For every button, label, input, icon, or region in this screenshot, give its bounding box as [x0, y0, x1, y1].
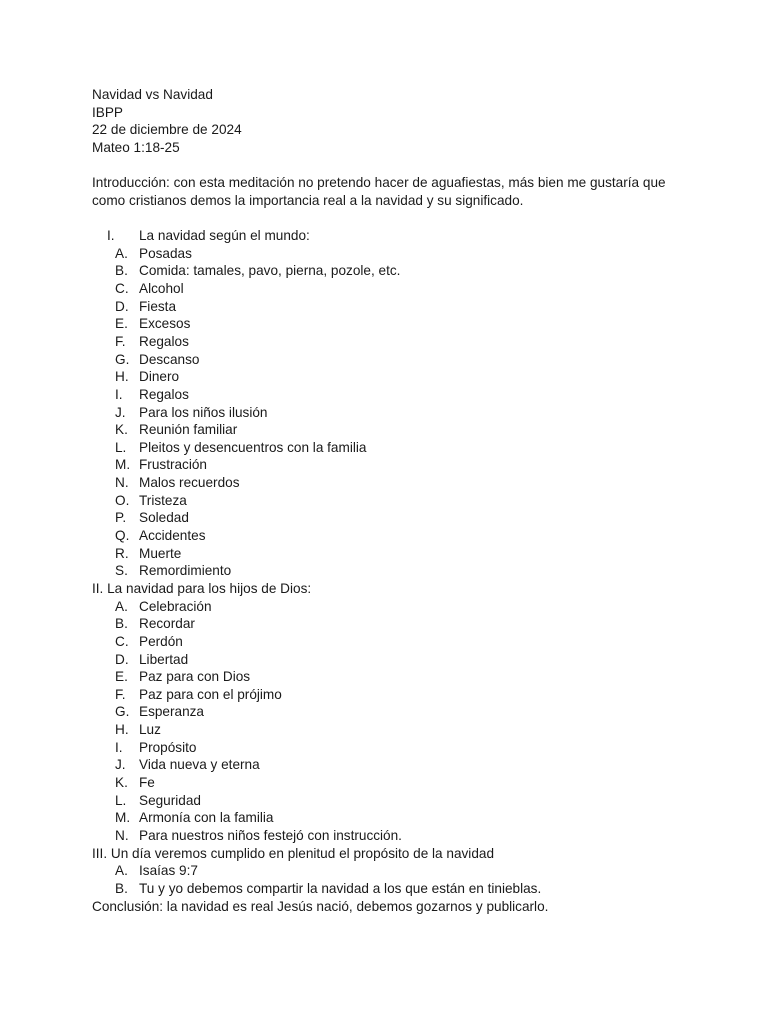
item-letter: B. [115, 263, 128, 279]
list-item [92, 509, 702, 527]
item-text: Remordimiento [139, 563, 232, 579]
item-letter: G. [115, 704, 130, 720]
list-item [92, 633, 702, 651]
item-text: Fe [139, 775, 155, 791]
item-letter: E. [115, 316, 128, 332]
list-item [92, 792, 702, 810]
list-item [92, 439, 702, 457]
item-letter: H. [115, 369, 129, 385]
list-item [92, 421, 702, 439]
conclusion-paragraph: Conclusión: la navidad es real Jesús nació, debemos gozarnos y publicarlo. [92, 898, 549, 914]
item-text: Isaías 9:7 [139, 863, 198, 879]
item-letter: J. [115, 404, 126, 420]
list-item [92, 280, 702, 298]
item-letter: A. [115, 863, 128, 879]
item-letter: P. [115, 510, 127, 526]
list-item [92, 245, 702, 263]
list-item [92, 527, 702, 545]
item-letter: B. [115, 880, 128, 896]
item-text: Para los niños ilusión [139, 404, 268, 420]
list-item [92, 827, 702, 845]
document-title: Navidad vs Navidad [92, 87, 213, 102]
item-letter: A. [115, 245, 128, 261]
item-letter: A. [115, 598, 128, 614]
introduction-paragraph: Introducción: con esta meditación no pretendo hacer de aguafiestas, más bien me gustaría que como cristianos demos la importancia real a la navidad y su significado. [92, 175, 666, 208]
item-text: Excesos [139, 316, 191, 332]
item-letter: L. [115, 439, 127, 455]
list-item [92, 774, 702, 792]
item-letter: C. [115, 633, 129, 649]
list-item [92, 562, 702, 580]
item-text: Pleitos y desencuentros con la familia [139, 439, 367, 455]
list-item [92, 651, 702, 669]
item-letter: O. [115, 492, 130, 508]
item-letter: I. [115, 739, 123, 755]
item-letter: N. [115, 475, 129, 491]
item-text: Propósito [139, 739, 197, 755]
list-item [92, 456, 702, 474]
item-text: Libertad [139, 651, 189, 667]
item-letter: D. [115, 651, 129, 667]
item-text: Dinero [139, 369, 180, 385]
list-item [92, 315, 702, 333]
item-letter: I. [115, 386, 123, 402]
item-text: Luz [139, 722, 161, 738]
item-letter: M. [115, 457, 131, 473]
item-letter: G. [115, 351, 130, 367]
item-letter: C. [115, 281, 129, 297]
item-text: Armonía con la familia [139, 810, 274, 826]
item-letter: H. [115, 722, 129, 738]
item-letter: J. [115, 757, 126, 773]
item-text: Paz para con Dios [139, 669, 251, 685]
item-text: Descanso [139, 351, 200, 367]
document-page [92, 86, 702, 915]
item-text: Frustración [139, 457, 207, 473]
item-text: Malos recuerdos [139, 475, 240, 491]
item-letter: D. [115, 298, 129, 314]
item-text: Posadas [139, 245, 192, 261]
section-1-title: La navidad según el mundo: [139, 228, 310, 244]
list-item [92, 351, 702, 369]
item-text: Tristeza [139, 492, 187, 508]
church-name: IBPP [92, 104, 123, 120]
section-1-numeral: I. [107, 228, 115, 244]
list-item [92, 862, 702, 880]
list-item [92, 739, 702, 757]
item-text: Reunión familiar [139, 422, 238, 438]
list-item [92, 545, 702, 563]
list-item [92, 333, 702, 351]
item-letter: N. [115, 827, 129, 843]
item-text: Comida: tamales, pavo, pierna, pozole, etc. [139, 263, 401, 279]
item-text: Celebración [139, 598, 212, 614]
item-letter: F. [115, 334, 126, 349]
section-1-list [92, 245, 702, 580]
list-item [92, 721, 702, 739]
item-text: Vida nueva y eterna [139, 757, 260, 773]
section-3-list [92, 862, 702, 897]
item-text: Regalos [139, 334, 189, 349]
list-item [92, 668, 702, 686]
item-text: Tu y yo debemos compartir la navidad a los que están en tinieblas. [139, 880, 542, 896]
item-text: Soledad [139, 510, 189, 526]
list-item [92, 598, 702, 616]
list-item [92, 386, 702, 404]
list-item [92, 615, 702, 633]
item-text: Fiesta [139, 298, 177, 314]
item-text: Recordar [139, 616, 195, 632]
item-letter: K. [115, 775, 128, 791]
item-text: Perdón [139, 633, 183, 649]
document-date: 22 de diciembre de 2024 [92, 122, 242, 138]
section-1-heading [92, 227, 702, 245]
item-letter: M. [115, 810, 131, 826]
item-text: Paz para con el prójimo [139, 686, 282, 702]
spacer [92, 210, 702, 228]
section-3-heading: III. Un día veremos cumplido en plenitud el propósito de la navidad [92, 845, 495, 861]
item-letter: E. [115, 669, 128, 685]
list-item [92, 880, 702, 898]
list-item [92, 686, 702, 704]
item-letter: L. [115, 792, 127, 808]
item-letter: F. [115, 686, 126, 702]
list-item [92, 492, 702, 510]
item-letter: Q. [115, 528, 130, 544]
list-item [92, 298, 702, 316]
spacer [92, 157, 702, 175]
item-text: Regalos [139, 386, 189, 402]
list-item [92, 262, 702, 280]
item-text: Seguridad [139, 792, 201, 808]
list-item [92, 703, 702, 721]
list-item [92, 756, 702, 774]
item-text: Esperanza [139, 704, 204, 720]
list-item [92, 474, 702, 492]
item-letter: B. [115, 616, 128, 632]
item-letter: K. [115, 422, 128, 438]
item-text: Alcohol [139, 281, 184, 297]
bible-passage: Mateo 1:18-25 [92, 139, 180, 155]
item-text: Accidentes [139, 528, 206, 544]
section-2-heading: II. La navidad para los hijos de Dios: [92, 580, 312, 596]
item-letter: R. [115, 545, 129, 561]
item-text: Para nuestros niños festejó con instrucción. [139, 827, 402, 843]
list-item [92, 368, 702, 386]
list-item [92, 404, 702, 422]
item-text: Muerte [139, 545, 182, 561]
item-letter: S. [115, 563, 128, 579]
section-2-list [92, 598, 702, 845]
list-item [92, 809, 702, 827]
